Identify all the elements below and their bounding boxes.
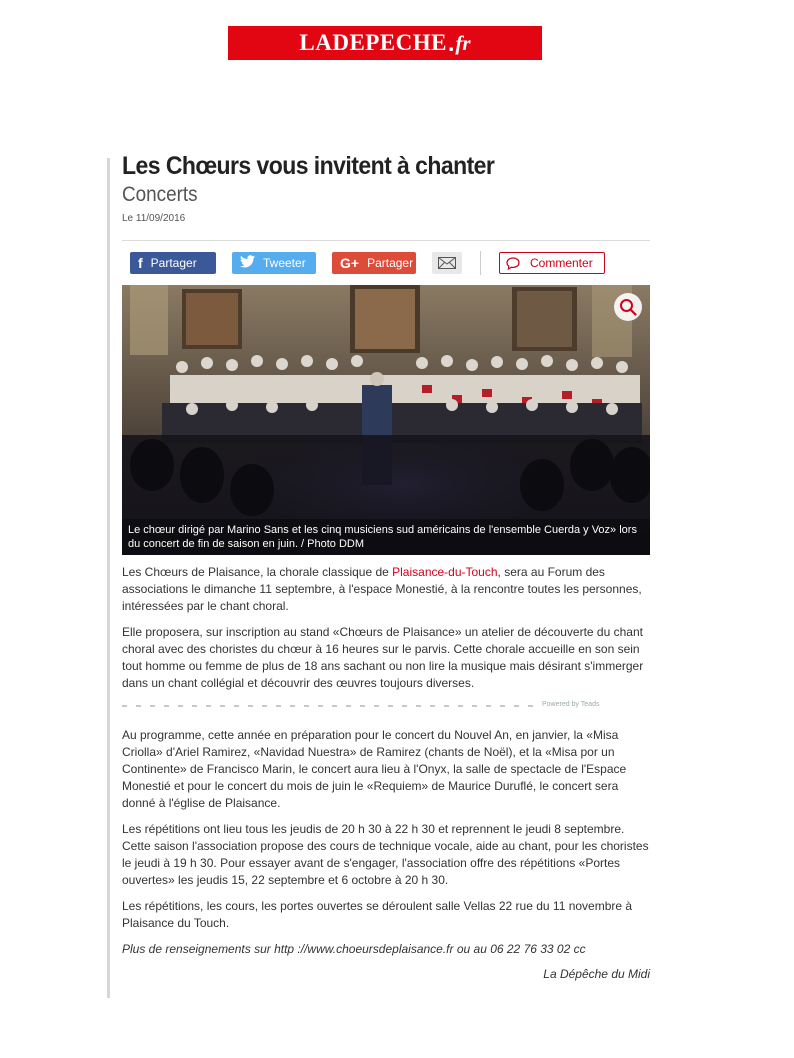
paragraph-5: Les répétitions, les cours, les portes ouvertes se déroulent salle Vellas 22 rue du 11 novembre à Plaisance du Touch. [122, 899, 633, 930]
comment-label: Commenter [530, 256, 593, 270]
paragraph-1-text-start: Les Chœurs de Plaisance, la chorale classique de [122, 565, 393, 579]
comment-button[interactable] [499, 252, 605, 274]
twitter-share-label: Tweeter [263, 256, 306, 270]
article-date: Le 11/09/2016 [122, 213, 186, 224]
ad-loading-bar [122, 705, 542, 707]
share-bar [122, 251, 650, 275]
paragraph-3: Au programme, cette année en préparation pour le concert du Nouvel An, en janvier, la «Misa Criolla» d'Ariel Ramirez, «Navidad Nuestra» de Ramirez (chants de Noël), et la «Misa por un Continente» de Francisco Marin, le concert aura lieu à l'Onyx, la salle de spectacle de l'Espace Monestié et pour le concert du mois de juin le «Requiem» de Maurice Duruflé, le concert sera donné à l'église de Plaisance. [122, 728, 627, 810]
magnifier-icon [619, 298, 637, 316]
article-left-rule [107, 158, 110, 998]
paragraph-2: Elle proposera, sur inscription au stand «Chœurs de Plaisance» un atelier de découverte du chant choral avec des choristes du chœur à 16 heures sur le parvis. Cette chorale accueille en son sein tout homme ou femme de plus de 18 ans sachant ou non lire la musique mais désirant s'immerger dans un chant collégial et découvrir des œuvres toujours diverses. [122, 625, 644, 690]
google-plus-share-label: Partager [367, 256, 414, 270]
article-photo[interactable] [122, 285, 650, 555]
share-separator [480, 251, 481, 275]
zoom-button[interactable] [614, 293, 642, 321]
google-plus-icon: G+ [340, 255, 360, 271]
ad-powered-label[interactable]: Powered by Teads [542, 701, 600, 708]
facebook-icon: f [138, 255, 143, 271]
logo-text: LADEPECHE [299, 30, 448, 55]
ad-placeholder [122, 701, 650, 715]
photo-caption: Le chœur dirigé par Marino Sans et les cinq musiciens sud américains de l'ensemble Cuerda y Voz» lors du concert de fin de saison en juin. / Photo DDM [122, 519, 650, 555]
article-signature: La Dépêche du Midi [543, 967, 650, 981]
divider [122, 240, 650, 241]
twitter-icon [240, 255, 255, 271]
google-plus-share-button[interactable] [332, 252, 416, 274]
city-link[interactable]: Plaisance-du-Touch [392, 565, 498, 579]
logo-tld: fr [455, 30, 471, 55]
article-rubrique[interactable]: Concerts [122, 183, 198, 206]
paragraph-1 [122, 564, 650, 615]
logo-dot: . [448, 29, 455, 56]
mail-icon [438, 257, 456, 269]
article-body [122, 564, 650, 981]
article-title: Les Chœurs vous invitent à chanter [122, 152, 495, 180]
mail-share-button[interactable] [432, 252, 462, 274]
site-logo[interactable] [228, 26, 542, 60]
facebook-share-button[interactable] [130, 252, 216, 274]
paragraph-6-contact: Plus de renseignements sur http ://www.choeursdeplaisance.fr ou au 06 22 76 33 02 cc [122, 942, 586, 956]
comment-bubble-icon [506, 257, 520, 270]
paragraph-1-text-end: , sera au Forum des associations le dimanche 11 septembre, à l'espace Monestié, à la rencontre toutes les personnes, intéressées par le chant choral. [122, 565, 642, 613]
facebook-share-label: Partager [150, 256, 197, 270]
concert-photo-illustration [122, 285, 650, 555]
paragraph-4: Les répétitions ont lieu tous les jeudis de 20 h 30 à 22 h 30 et reprennent le jeudi 8 septembre. Cette saison l'association propose des cours de technique vocale, aide au chant, pour les choristes le jeudi à 19 h 30. Pour essayer avant de s'engager, l'association offre des répétitions «Portes ouvertes» les jeudis 15, 22 septembre et 6 octobre à 20 h 30. [122, 822, 649, 887]
twitter-share-button[interactable] [232, 252, 316, 274]
article [122, 152, 650, 981]
